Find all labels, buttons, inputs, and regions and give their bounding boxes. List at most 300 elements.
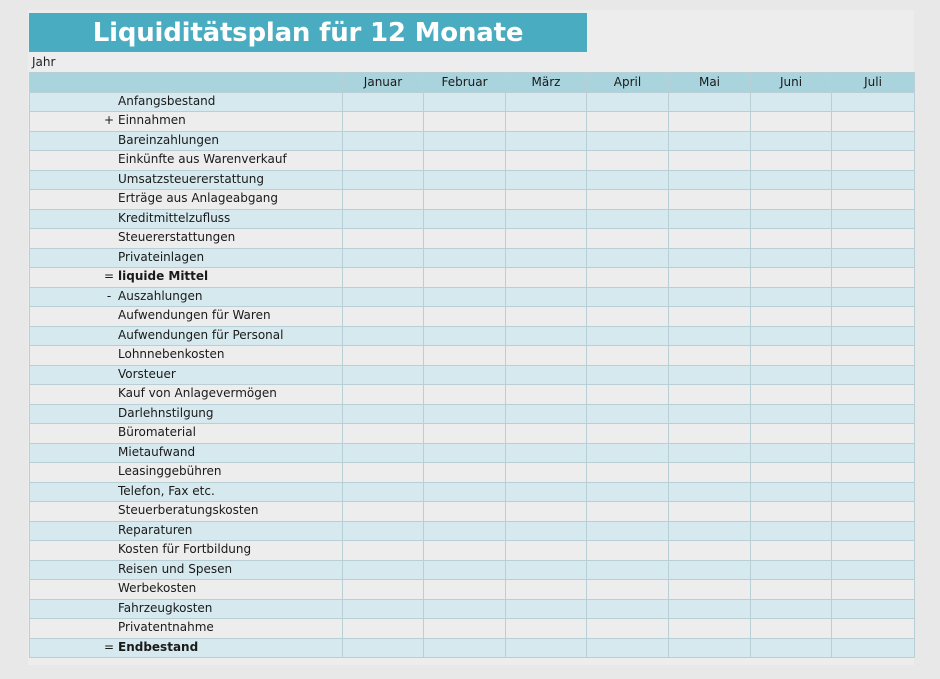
row-label-cell[interactable] bbox=[30, 307, 343, 327]
value-cell[interactable] bbox=[343, 209, 424, 229]
value-cell[interactable] bbox=[669, 170, 751, 190]
row-label: Leasinggebühren bbox=[118, 464, 222, 478]
value-cell[interactable] bbox=[424, 131, 506, 151]
value-cell[interactable] bbox=[832, 268, 915, 288]
row-label-cell[interactable] bbox=[30, 326, 343, 346]
value-cell[interactable] bbox=[832, 326, 915, 346]
row-label: Privatentnahme bbox=[118, 620, 214, 634]
value-cell[interactable] bbox=[424, 209, 506, 229]
value-cell[interactable] bbox=[424, 404, 506, 424]
value-cell[interactable] bbox=[424, 463, 506, 483]
value-cell[interactable] bbox=[669, 365, 751, 385]
value-cell[interactable] bbox=[343, 248, 424, 268]
row-label-cell[interactable] bbox=[30, 638, 343, 658]
value-cell[interactable] bbox=[832, 209, 915, 229]
value-cell[interactable] bbox=[343, 326, 424, 346]
value-cell[interactable] bbox=[669, 502, 751, 522]
row-label-cell[interactable] bbox=[30, 482, 343, 502]
row-label-cell[interactable] bbox=[30, 346, 343, 366]
value-cell[interactable] bbox=[424, 599, 506, 619]
value-cell[interactable] bbox=[751, 248, 832, 268]
value-cell[interactable] bbox=[343, 268, 424, 288]
value-cell[interactable] bbox=[506, 599, 587, 619]
value-cell[interactable] bbox=[424, 638, 506, 658]
value-cell[interactable] bbox=[424, 619, 506, 639]
value-cell[interactable] bbox=[343, 92, 424, 112]
value-cell[interactable] bbox=[424, 502, 506, 522]
value-cell[interactable] bbox=[751, 92, 832, 112]
value-cell[interactable] bbox=[343, 463, 424, 483]
row-label-cell[interactable] bbox=[30, 190, 343, 210]
value-cell[interactable] bbox=[506, 209, 587, 229]
value-cell[interactable] bbox=[506, 541, 587, 561]
row-label-cell[interactable] bbox=[30, 560, 343, 580]
value-cell[interactable] bbox=[669, 151, 751, 171]
row-label: Bareinzahlungen bbox=[118, 132, 219, 147]
value-cell[interactable] bbox=[751, 424, 832, 444]
value-cell[interactable] bbox=[587, 326, 669, 346]
value-cell[interactable] bbox=[669, 482, 751, 502]
month-header-0[interactable]: Januar bbox=[343, 73, 424, 93]
value-cell[interactable] bbox=[751, 346, 832, 366]
value-cell[interactable] bbox=[669, 424, 751, 444]
value-cell[interactable] bbox=[343, 190, 424, 210]
value-cell[interactable] bbox=[751, 151, 832, 171]
value-cell[interactable] bbox=[669, 619, 751, 639]
row-prefix-symbol: + bbox=[103, 113, 115, 127]
value-cell[interactable] bbox=[669, 599, 751, 619]
value-cell[interactable] bbox=[832, 151, 915, 171]
row-label-cell[interactable] bbox=[30, 365, 343, 385]
value-cell[interactable] bbox=[669, 404, 751, 424]
value-cell[interactable] bbox=[587, 151, 669, 171]
row-label: Lohnnebenkosten bbox=[118, 347, 225, 361]
value-cell[interactable] bbox=[424, 287, 506, 307]
value-cell[interactable] bbox=[587, 112, 669, 132]
value-cell[interactable] bbox=[669, 112, 751, 132]
value-cell[interactable] bbox=[343, 307, 424, 327]
value-cell[interactable] bbox=[506, 326, 587, 346]
value-cell[interactable] bbox=[587, 463, 669, 483]
value-cell[interactable] bbox=[751, 541, 832, 561]
value-cell[interactable] bbox=[343, 541, 424, 561]
row-label: Telefon, Fax etc. bbox=[118, 483, 215, 498]
value-cell[interactable] bbox=[343, 112, 424, 132]
value-cell[interactable] bbox=[343, 170, 424, 190]
row-label-cell[interactable] bbox=[30, 209, 343, 229]
row-label: Umsatzsteuererstattung bbox=[118, 171, 264, 186]
value-cell[interactable] bbox=[343, 502, 424, 522]
value-cell[interactable] bbox=[506, 424, 587, 444]
value-cell[interactable] bbox=[751, 326, 832, 346]
row-label-cell[interactable] bbox=[30, 424, 343, 444]
month-header-2[interactable]: März bbox=[506, 73, 587, 93]
table-row bbox=[30, 482, 915, 502]
value-cell[interactable] bbox=[424, 170, 506, 190]
row-label: Büromaterial bbox=[118, 425, 196, 439]
value-cell[interactable] bbox=[587, 619, 669, 639]
row-label: Aufwendungen für Waren bbox=[118, 308, 271, 322]
value-cell[interactable] bbox=[424, 248, 506, 268]
table-row bbox=[30, 209, 915, 229]
month-header-1[interactable]: Februar bbox=[424, 73, 506, 93]
value-cell[interactable] bbox=[343, 424, 424, 444]
value-cell[interactable] bbox=[587, 170, 669, 190]
value-cell[interactable] bbox=[587, 541, 669, 561]
value-cell[interactable] bbox=[832, 112, 915, 132]
value-cell[interactable] bbox=[343, 580, 424, 600]
row-label: Vorsteuer bbox=[118, 366, 176, 381]
row-label: Darlehnstilgung bbox=[118, 405, 214, 420]
value-cell[interactable] bbox=[751, 599, 832, 619]
value-cell[interactable] bbox=[832, 190, 915, 210]
month-header-3[interactable]: April bbox=[587, 73, 669, 93]
value-cell[interactable] bbox=[669, 131, 751, 151]
value-cell[interactable] bbox=[587, 482, 669, 502]
value-cell[interactable] bbox=[506, 502, 587, 522]
value-cell[interactable] bbox=[424, 541, 506, 561]
table-row bbox=[30, 580, 915, 600]
table-row bbox=[30, 463, 915, 483]
row-label-cell[interactable] bbox=[30, 170, 343, 190]
value-cell[interactable] bbox=[832, 229, 915, 249]
value-cell[interactable] bbox=[832, 502, 915, 522]
row-label-cell[interactable] bbox=[30, 92, 343, 112]
value-cell[interactable] bbox=[343, 619, 424, 639]
month-header-5[interactable]: Juni bbox=[751, 73, 832, 93]
value-cell[interactable] bbox=[587, 268, 669, 288]
row-label-cell[interactable] bbox=[30, 521, 343, 541]
value-cell[interactable] bbox=[587, 599, 669, 619]
value-cell[interactable] bbox=[751, 560, 832, 580]
value-cell[interactable] bbox=[832, 385, 915, 405]
value-cell[interactable] bbox=[506, 365, 587, 385]
row-prefix-symbol: - bbox=[106, 288, 112, 303]
value-cell[interactable] bbox=[751, 287, 832, 307]
value-cell[interactable] bbox=[343, 521, 424, 541]
value-cell[interactable] bbox=[424, 385, 506, 405]
header-label-cell[interactable] bbox=[30, 73, 343, 93]
value-cell[interactable] bbox=[751, 502, 832, 522]
row-label: Privateinlagen bbox=[118, 249, 205, 264]
table-row bbox=[30, 638, 915, 658]
value-cell[interactable] bbox=[424, 307, 506, 327]
value-cell[interactable] bbox=[669, 307, 751, 327]
row-label: Fahrzeugkosten bbox=[118, 600, 213, 615]
value-cell[interactable] bbox=[506, 619, 587, 639]
value-cell[interactable] bbox=[587, 365, 669, 385]
row-label-cell[interactable] bbox=[30, 404, 343, 424]
value-cell[interactable] bbox=[343, 599, 424, 619]
value-cell[interactable] bbox=[751, 463, 832, 483]
value-cell[interactable] bbox=[424, 346, 506, 366]
value-cell[interactable] bbox=[506, 268, 587, 288]
value-cell[interactable] bbox=[832, 170, 915, 190]
row-label: Werbekosten bbox=[118, 581, 197, 595]
value-cell[interactable] bbox=[669, 287, 751, 307]
value-cell[interactable] bbox=[587, 307, 669, 327]
row-label-cell[interactable] bbox=[30, 248, 343, 268]
value-cell[interactable] bbox=[832, 307, 915, 327]
row-label-cell[interactable] bbox=[30, 151, 343, 171]
value-cell[interactable] bbox=[424, 521, 506, 541]
value-cell[interactable] bbox=[832, 248, 915, 268]
value-cell[interactable] bbox=[424, 229, 506, 249]
value-cell[interactable] bbox=[751, 619, 832, 639]
value-cell[interactable] bbox=[506, 170, 587, 190]
value-cell[interactable] bbox=[506, 190, 587, 210]
row-label: Reisen und Spesen bbox=[118, 561, 233, 576]
row-label-cell[interactable] bbox=[30, 385, 343, 405]
table-row bbox=[30, 287, 915, 307]
value-cell[interactable] bbox=[587, 287, 669, 307]
value-cell[interactable] bbox=[832, 131, 915, 151]
row-label: Kauf von Anlagevermögen bbox=[118, 386, 277, 400]
month-header-6[interactable]: Juli bbox=[832, 73, 915, 93]
row-label-cell[interactable] bbox=[30, 619, 343, 639]
value-cell[interactable] bbox=[587, 580, 669, 600]
table-row bbox=[30, 346, 915, 366]
table-row bbox=[30, 151, 915, 171]
value-cell[interactable] bbox=[424, 443, 506, 463]
value-cell[interactable] bbox=[424, 580, 506, 600]
value-cell[interactable] bbox=[751, 580, 832, 600]
value-cell[interactable] bbox=[832, 287, 915, 307]
table-row bbox=[30, 131, 915, 151]
value-cell[interactable] bbox=[669, 385, 751, 405]
row-label-cell[interactable] bbox=[30, 502, 343, 522]
row-label: Mietaufwand bbox=[118, 444, 196, 459]
value-cell[interactable] bbox=[587, 190, 669, 210]
value-cell[interactable] bbox=[669, 209, 751, 229]
value-cell[interactable] bbox=[424, 326, 506, 346]
value-cell[interactable] bbox=[587, 209, 669, 229]
value-cell[interactable] bbox=[751, 170, 832, 190]
table-row bbox=[30, 502, 915, 522]
value-cell[interactable] bbox=[751, 404, 832, 424]
value-cell[interactable] bbox=[751, 482, 832, 502]
row-label-cell[interactable] bbox=[30, 268, 343, 288]
table-row bbox=[30, 385, 915, 405]
table-row bbox=[30, 599, 915, 619]
table-row bbox=[30, 112, 915, 132]
value-cell[interactable] bbox=[751, 209, 832, 229]
table-row bbox=[30, 326, 915, 346]
value-cell[interactable] bbox=[832, 365, 915, 385]
value-cell[interactable] bbox=[587, 502, 669, 522]
value-cell[interactable] bbox=[751, 190, 832, 210]
value-cell[interactable] bbox=[669, 443, 751, 463]
value-cell[interactable] bbox=[669, 560, 751, 580]
row-label: Kreditmittelzufluss bbox=[118, 210, 231, 225]
row-label-cell[interactable] bbox=[30, 463, 343, 483]
year-label: Jahr bbox=[32, 55, 56, 69]
value-cell[interactable] bbox=[587, 404, 669, 424]
value-cell[interactable] bbox=[832, 541, 915, 561]
value-cell[interactable] bbox=[751, 268, 832, 288]
value-cell[interactable] bbox=[424, 482, 506, 502]
value-cell[interactable] bbox=[506, 229, 587, 249]
value-cell[interactable] bbox=[506, 482, 587, 502]
value-cell[interactable] bbox=[343, 229, 424, 249]
value-cell[interactable] bbox=[587, 385, 669, 405]
row-label-cell[interactable] bbox=[30, 229, 343, 249]
value-cell[interactable] bbox=[669, 92, 751, 112]
value-cell[interactable] bbox=[669, 521, 751, 541]
value-cell[interactable] bbox=[424, 92, 506, 112]
value-cell[interactable] bbox=[506, 404, 587, 424]
value-cell[interactable] bbox=[832, 521, 915, 541]
table-row bbox=[30, 443, 915, 463]
value-cell[interactable] bbox=[669, 326, 751, 346]
month-header-4[interactable]: Mai bbox=[669, 73, 751, 93]
value-cell[interactable] bbox=[343, 638, 424, 658]
value-cell[interactable] bbox=[669, 190, 751, 210]
value-cell[interactable] bbox=[751, 638, 832, 658]
value-cell[interactable] bbox=[832, 424, 915, 444]
value-cell[interactable] bbox=[669, 638, 751, 658]
row-prefix-symbol: = bbox=[103, 269, 115, 283]
value-cell[interactable] bbox=[506, 307, 587, 327]
value-cell[interactable] bbox=[506, 463, 587, 483]
table-row bbox=[30, 268, 915, 288]
row-label-cell[interactable] bbox=[30, 580, 343, 600]
value-cell[interactable] bbox=[832, 346, 915, 366]
value-cell[interactable] bbox=[832, 443, 915, 463]
row-label-cell[interactable] bbox=[30, 599, 343, 619]
value-cell[interactable] bbox=[587, 638, 669, 658]
table-row bbox=[30, 619, 915, 639]
row-label: Erträge aus Anlageabgang bbox=[118, 191, 279, 205]
value-cell[interactable] bbox=[343, 346, 424, 366]
value-cell[interactable] bbox=[751, 443, 832, 463]
value-cell[interactable] bbox=[832, 482, 915, 502]
value-cell[interactable] bbox=[751, 131, 832, 151]
value-cell[interactable] bbox=[832, 580, 915, 600]
value-cell[interactable] bbox=[506, 92, 587, 112]
row-label-cell[interactable] bbox=[30, 443, 343, 463]
value-cell[interactable] bbox=[506, 521, 587, 541]
value-cell[interactable] bbox=[506, 560, 587, 580]
value-cell[interactable] bbox=[832, 463, 915, 483]
table-row bbox=[30, 404, 915, 424]
table-row bbox=[30, 560, 915, 580]
value-cell[interactable] bbox=[506, 248, 587, 268]
value-cell[interactable] bbox=[669, 346, 751, 366]
value-cell[interactable] bbox=[424, 112, 506, 132]
table-row bbox=[30, 365, 915, 385]
value-cell[interactable] bbox=[832, 404, 915, 424]
value-cell[interactable] bbox=[832, 92, 915, 112]
value-cell[interactable] bbox=[424, 151, 506, 171]
value-cell[interactable] bbox=[343, 443, 424, 463]
value-cell[interactable] bbox=[751, 365, 832, 385]
value-cell[interactable] bbox=[343, 385, 424, 405]
value-cell[interactable] bbox=[751, 112, 832, 132]
value-cell[interactable] bbox=[587, 346, 669, 366]
value-cell[interactable] bbox=[506, 131, 587, 151]
value-cell[interactable] bbox=[587, 131, 669, 151]
value-cell[interactable] bbox=[669, 229, 751, 249]
liquidity-table bbox=[29, 72, 915, 658]
row-prefix-symbol: = bbox=[103, 639, 115, 654]
value-cell[interactable] bbox=[424, 424, 506, 444]
page-title: Liquiditätsplan für 12 Monate bbox=[29, 13, 587, 52]
value-cell[interactable] bbox=[669, 541, 751, 561]
value-cell[interactable] bbox=[669, 580, 751, 600]
value-cell[interactable] bbox=[506, 385, 587, 405]
value-cell[interactable] bbox=[587, 248, 669, 268]
table-row bbox=[30, 424, 915, 444]
value-cell[interactable] bbox=[343, 287, 424, 307]
value-cell[interactable] bbox=[751, 521, 832, 541]
value-cell[interactable] bbox=[343, 482, 424, 502]
row-label: Anfangsbestand bbox=[118, 93, 216, 108]
row-label-cell[interactable] bbox=[30, 131, 343, 151]
table-row bbox=[30, 190, 915, 210]
row-label: Steuerberatungskosten bbox=[118, 503, 259, 517]
value-cell[interactable] bbox=[587, 521, 669, 541]
value-cell[interactable] bbox=[669, 248, 751, 268]
value-cell[interactable] bbox=[424, 268, 506, 288]
table-row bbox=[30, 521, 915, 541]
value-cell[interactable] bbox=[669, 463, 751, 483]
value-cell[interactable] bbox=[506, 580, 587, 600]
value-cell[interactable] bbox=[506, 287, 587, 307]
row-label: Kosten für Fortbildung bbox=[118, 542, 252, 556]
value-cell[interactable] bbox=[751, 229, 832, 249]
value-cell[interactable] bbox=[832, 619, 915, 639]
value-cell[interactable] bbox=[587, 560, 669, 580]
header-row bbox=[30, 73, 915, 93]
row-label-cell[interactable] bbox=[30, 112, 343, 132]
value-cell[interactable] bbox=[506, 112, 587, 132]
value-cell[interactable] bbox=[424, 560, 506, 580]
table-row bbox=[30, 541, 915, 561]
value-cell[interactable] bbox=[343, 151, 424, 171]
table-row bbox=[30, 170, 915, 190]
value-cell[interactable] bbox=[424, 365, 506, 385]
value-cell[interactable] bbox=[669, 268, 751, 288]
value-cell[interactable] bbox=[343, 365, 424, 385]
value-cell[interactable] bbox=[832, 560, 915, 580]
value-cell[interactable] bbox=[832, 599, 915, 619]
row-label: Einkünfte aus Warenverkauf bbox=[118, 152, 287, 166]
value-cell[interactable] bbox=[587, 443, 669, 463]
table-row bbox=[30, 307, 915, 327]
value-cell[interactable] bbox=[751, 385, 832, 405]
row-label: Aufwendungen für Personal bbox=[118, 327, 284, 342]
value-cell[interactable] bbox=[751, 307, 832, 327]
value-cell[interactable] bbox=[587, 92, 669, 112]
value-cell[interactable] bbox=[506, 443, 587, 463]
value-cell[interactable] bbox=[343, 404, 424, 424]
value-cell[interactable] bbox=[343, 131, 424, 151]
table-row bbox=[30, 92, 915, 112]
row-label-cell[interactable] bbox=[30, 541, 343, 561]
value-cell[interactable] bbox=[587, 424, 669, 444]
value-cell[interactable] bbox=[587, 229, 669, 249]
value-cell[interactable] bbox=[506, 151, 587, 171]
value-cell[interactable] bbox=[506, 346, 587, 366]
value-cell[interactable] bbox=[343, 560, 424, 580]
value-cell[interactable] bbox=[424, 190, 506, 210]
value-cell[interactable] bbox=[832, 638, 915, 658]
row-label: Einnahmen bbox=[118, 113, 186, 127]
row-label-cell[interactable] bbox=[30, 287, 343, 307]
row-label: Auszahlungen bbox=[118, 288, 203, 303]
value-cell[interactable] bbox=[506, 638, 587, 658]
